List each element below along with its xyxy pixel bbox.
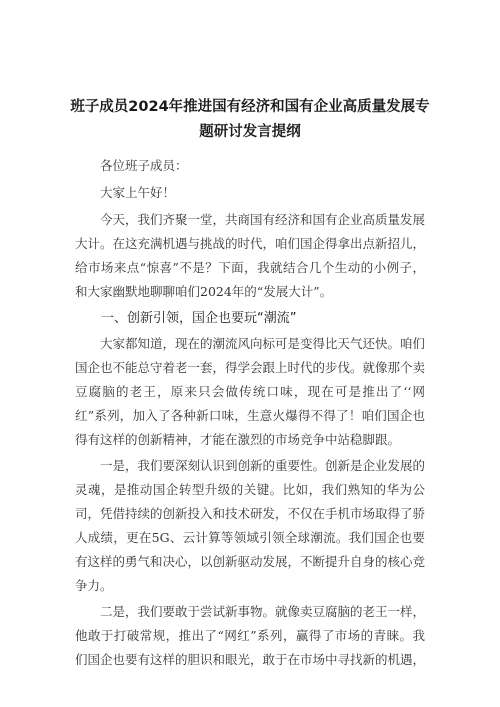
intro-paragraph: 今天，我们齐聚一堂，共商国有经济和国有企业高质量发展大计。在这充满机遇与挑战的时代，咱们国企得拿出点新招儿，给市场来点“惊喜”不是？下面，我就结合几个生动的小例子，和大家幽默地聊聊咱们2024年的“发展大计”。 <box>75 212 426 299</box>
section1-paragraph-2: 一是，我们要深刻认识到创新的重要性。创新是企业发展的灵魂，是推动国企转型升级的关键。比如，我们熟知的华为公司，凭借持续的创新投入和技术研发，不仅在手机市场取得了骄人成绩，更在5G、云计算等领域引领全球潮流。我们国企也要有这样的勇气和决心，以创新驱动发展，不断提升自身的核心竞争力。 <box>75 458 426 593</box>
document-body <box>75 154 425 674</box>
document-title: 班子成员2024年推进国有经济和国有企业高质量发展专题研讨发言提纲 <box>70 99 430 140</box>
salutation: 各位班子成员： <box>100 158 188 173</box>
section-heading-1: 一、创新引领，国企也要玩“潮流” <box>101 311 297 326</box>
section1-paragraph-3: 二是，我们要敢于尝试新事物。就像卖豆腐脑的老王一样，他敢于打破常规，推出了“网红”系列，赢得了市场的青睐。我们国企也要有这样的胆识和眼光，敢于在市场中寻找新的机遇， <box>75 604 426 667</box>
section1-paragraph-1: 大家都知道，现在的潮流风向标可是变得比天气还快。咱们国企也不能总守着老一套，得学会跟上时代的步伐。就像那个卖豆腐脑的老王，原来只会做传统口味，现在可是推出了‘‘网红”系列，加入了各种新口味，生意火爆得不得了！咱们国企也得有这样的创新精神，才能在激烈的市场竞争中站稳脚跟。 <box>75 336 426 447</box>
greeting: 大家上午好！ <box>100 185 176 200</box>
